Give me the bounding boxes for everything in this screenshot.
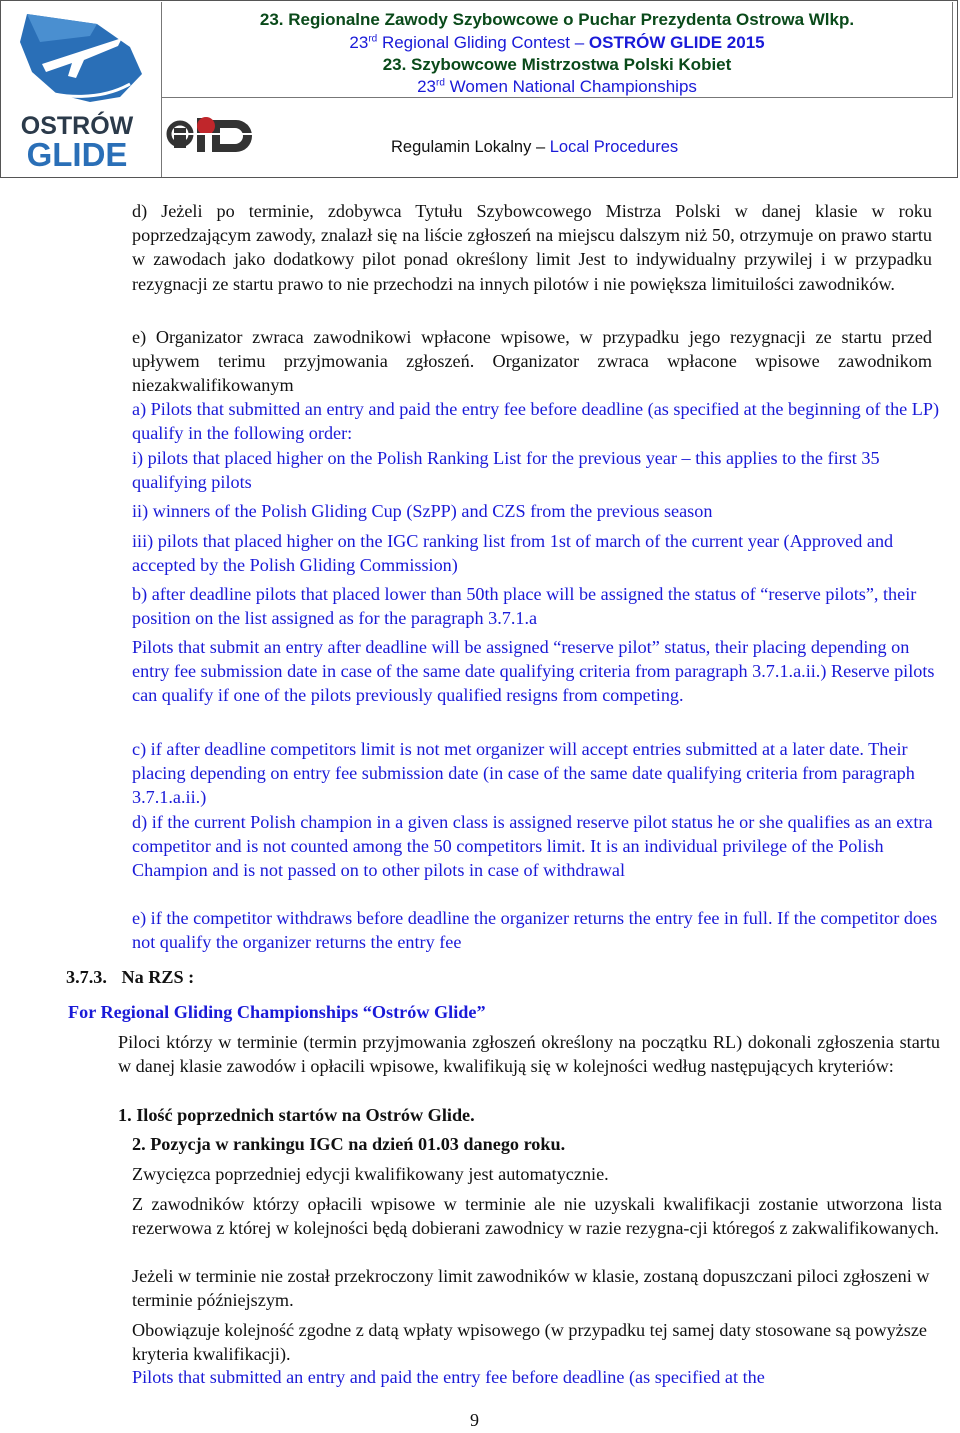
section-number: 3.7.3. <box>66 967 107 987</box>
section-english-title: For Regional Gliding Championships “Ostrów Glide” <box>68 1002 486 1022</box>
rzs-winner-note: Zwycięzca poprzedniej edycji kwalifikowany jest automatycznie. <box>132 1164 609 1184</box>
rules-title: Regulamin Lokalny – Local Procedures <box>391 138 679 156</box>
paragraph-en-last: Pilots that submitted an entry and paid the entry fee before deadline (as specified at the <box>132 1367 765 1387</box>
paragraph-en-d: d) if the current Polish champion in a given class is assigned reserve pilot status he or she qualifies as an extra competitor and is not counted among the 50 competitors limit. It is an individual privilege of the Polish Champion and is not passed on to other pilots in case of withdrawal <box>132 812 933 881</box>
rzs-limit-note: Jeżeli w terminie nie został przekroczony limit zawodników w klasie, zostaną dopuszczani piloci zgłoszeni w terminie późniejszym. <box>132 1266 930 1311</box>
subtitle-polish: 23. Szybowcowe Mistrzostwa Polski Kobiet <box>382 55 732 74</box>
paragraph-en-a-i: i) pilots that placed higher on the Polish Ranking List for the previous year – this applies to the first 35 qualifying pilots <box>132 448 880 493</box>
logo-line1: OSTRÓW <box>20 112 134 140</box>
paragraph-en-a-iii: iii) pilots that placed higher on the IGC ranking list from 1st of march of the current year (Approved and accepted by the Polish Gliding Commission) <box>132 531 894 576</box>
rules-title-polish: Regulamin Lokalny <box>391 138 532 156</box>
ostrow-glide-logo <box>2 2 162 177</box>
page-number: 9 <box>470 1410 479 1430</box>
paragraph-en-b2: Pilots that submit an entry after deadline will be assigned “reserve pilot” status, their placing depending on entry fee submission date in case of the same date qualifying criteria from paragraph 3.7.1.a.ii.) Reserve pilots can qualify if one of the pilots previously qualified resigns from competing. <box>132 637 935 706</box>
rzs-reserve-list: Z zawodników którzy opłacili wpisowe w terminie ale nie uzyskali kwalifikacji zostanie utworzona lista rezerwowa z której w kolejności będą dobierani zawodnicy w razie rezygna-cji któregoś z zakwalifikowanych. <box>132 1194 942 1239</box>
title-polish: 23. Regionalne Zawody Szybowcowe o Puchar Prezydenta Ostrowa Wlkp. <box>259 10 855 29</box>
aeroklub-logo <box>162 96 274 176</box>
rzs-order-note: Obowiązuje kolejność zgodne z datą wpłaty wpisowego (w przypadku tej samej daty stosowane są powyższe kryteria kwalifikacji). <box>132 1320 927 1365</box>
section-heading <box>66 965 194 989</box>
section-title: Na RZS : <box>121 967 195 987</box>
paragraph-pl-d: d) Jeżeli po terminie, zdobywca Tytułu Szybowcowego Mistrza Polski w danej klasie w roku poprzedzającym zawody, znalazł się na liście zgłoszeń na miejscu dalszym niż 50, otrzymuje on prawo startu w zawodach jako dodatkowy pilot ponad określony limit Jest to indywidualny przywilej i w przypadku rezygnacji ze startu prawo to nie przechodzi na innych pilotów i nie powiększa limituilości zawodników. <box>132 201 932 294</box>
rzs-intro: Piloci którzy w terminie (termin przyjmowania zgłoszeń określony na początku RL) dokonali zgłoszenia startu w danej klasie zawodów i opłacili wpisowe, kwalifikują się w kolejności według następujących kryteriów: <box>118 1032 940 1077</box>
page-header <box>0 0 958 178</box>
rules-title-english: Local Procedures <box>549 138 679 156</box>
logo-line2: GLIDE <box>26 136 128 173</box>
paragraph-en-a-ii: ii) winners of the Polish Gliding Cup (SzPP) and CZS from the previous season <box>132 501 713 521</box>
rzs-criterion-1: 1. Ilość poprzednich startów na Ostrów Glide. <box>118 1105 475 1125</box>
paragraph-en-e: e) if the competitor withdraws before deadline the organizer returns the entry fee in full. If the competitor does not qualify the organizer returns the entry fee <box>132 908 938 953</box>
paragraph-en-a: a) Pilots that submitted an entry and paid the entry fee before deadline (as specified at the beginning of the LP) qualify in the following order: <box>132 399 940 444</box>
title-english: 23rd Regional Gliding Contest – OSTRÓW GLIDE 2015 <box>349 33 765 52</box>
subtitle-english: 23rd Women National Championships <box>417 77 697 96</box>
paragraph-en-b: b) after deadline pilots that placed lower than 50th place will be assigned the status of “reserve pilots”, their position on the list assigned as for the paragraph 3.7.1.a <box>132 584 917 629</box>
paragraph-pl-e: e) Organizator zwraca zawodnikowi wpłacone wpisowe, w przypadku jego rezygnacji ze startu przed upływem terimu przyjmowania zgłoszeń. Organizator zwraca wpłacone wpisowe zawodnikom niezakwalifikowanym <box>132 327 932 396</box>
paragraph-en-c: c) if after deadline competitors limit is not met organizer will accept entries submitted at a later date. Their placing depending on entry fee submission date (in case of the same date qualifying criteria from paragraph 3.7.1.a.ii.) <box>132 739 915 808</box>
header-title-block <box>162 2 953 98</box>
rzs-criterion-2: 2. Pozycja w rankingu IGC na dzień 01.03 danego roku. <box>132 1134 566 1154</box>
